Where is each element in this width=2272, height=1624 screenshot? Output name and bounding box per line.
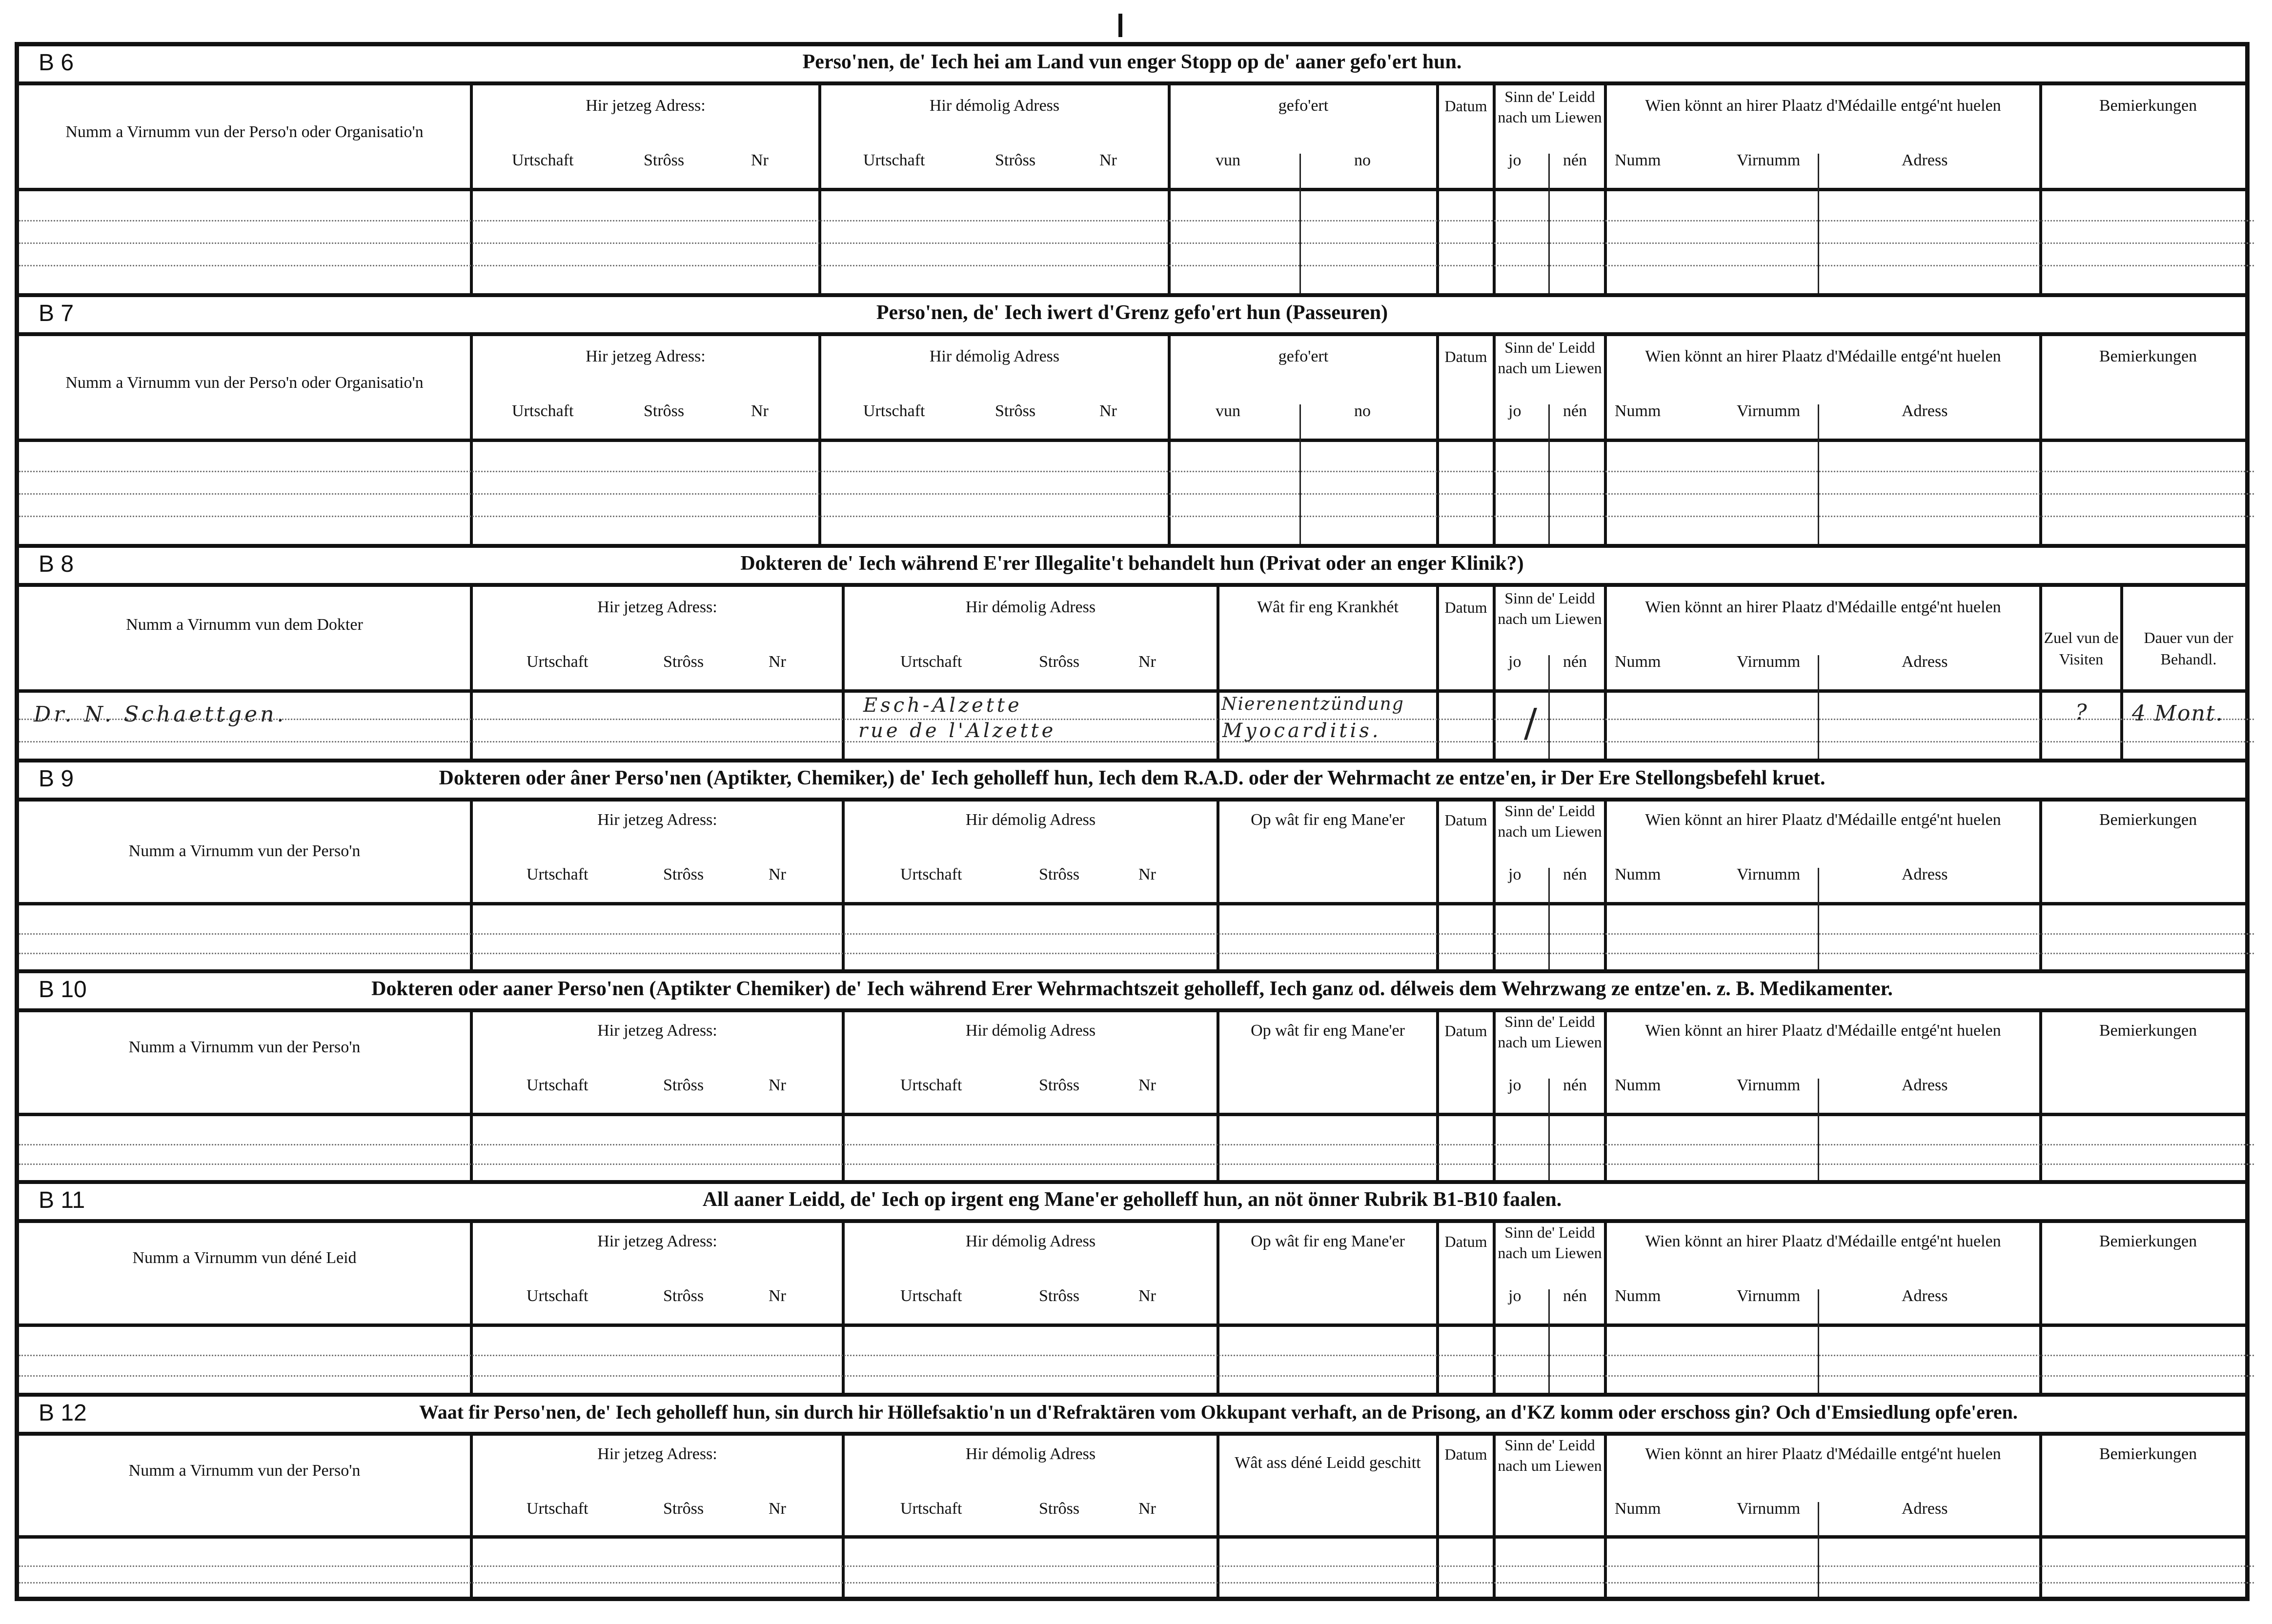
divider [19,759,2245,762]
col-number: Nr [769,1500,786,1518]
col-firstname: Virnumm [1737,151,1801,169]
col-address: Adress [1902,402,1948,420]
col-street: Strôss [644,151,685,169]
col-surname: Numm [1615,1500,1661,1518]
divider [2039,587,2042,762]
col-locality: Urtschaft [900,1500,962,1518]
col-address: Adress [1902,653,1948,671]
col-street: Strôss [663,1500,704,1518]
col-date: Datum [1444,811,1487,829]
col-current-address: Hir jetzeg Adress: [597,1022,717,1040]
entry-line [19,1565,2254,1567]
divider [19,1323,2245,1327]
entry-line [19,741,2254,742]
divider [19,81,2245,85]
section-header [19,762,2245,798]
col-date: Datum [1444,1233,1487,1250]
divider [19,544,2245,548]
handwritten-alive-mark: / [1524,700,1540,745]
section-title: Dokteren oder âner Perso'nen (Aptikter, Chemiker,) de' Iech geholleff hun, Iech dem R.A.D. oder der Wehrmacht ze entze'en, ir Der Ere Stellongsbefehl kruet. [439,767,1826,789]
col-yes: jo [1508,1076,1521,1094]
section-title: Dokteren de' Iech während E'rer Illegalite't behandelt hun (Privat oder an enger Klinik?) [740,552,1524,575]
col-street: Strôss [663,1287,704,1305]
divider [19,188,2245,191]
col-date: Datum [1444,348,1487,365]
col-medal: Wien könnt an hirer Plaatz d'Médaille entgé'nt huelen [1645,1022,2001,1040]
col-remarks: Bemierkungen [2099,1445,2197,1463]
divider [19,1180,2245,1184]
col-remarks: Bemierkungen [2099,1022,2197,1040]
col-number: Nr [1138,1076,1156,1094]
col-transported: gefo'ert [1278,347,1329,365]
col-medal: Wien könnt an hirer Plaatz d'Médaille entgé'nt huelen [1645,97,2001,115]
divider [19,689,2245,693]
col-visits: Zuel vun de Visiten [2044,629,2119,668]
col-firstname: Virnumm [1737,653,1801,671]
col-former-address: Hir démolig Adress [929,97,1060,115]
divider [1299,154,1301,297]
col-surname: Numm [1615,1287,1661,1305]
col-former-address: Hir démolig Adress [965,1445,1096,1463]
col-alive: Sinn de' Leidd nach um Liewen [1498,88,1602,126]
col-surname: Numm [1615,402,1661,420]
entry-line [19,1144,2254,1145]
section-header [19,297,2245,332]
col-firstname: Virnumm [1737,1500,1801,1518]
col-duration: Dauer vun der Behandl. [2144,629,2233,668]
col-no: nén [1563,865,1587,883]
divider [1818,404,1819,548]
page-tick-mark [1118,14,1122,37]
col-locality: Urtschaft [527,653,588,671]
section-b8 [19,548,2245,762]
section-title: Dokteren oder aaner Perso'nen (Aptikter Chemiker) de' Iech während Erer Wehrmachtszeit geholleff, Iech ganz od. délweis dem Wehrzwang ze entze'en. z. B. Medikamenter. [371,978,1893,1000]
col-name-header: Numm a Virnumm vun der Perso'n [128,1038,361,1056]
divider [19,1535,2245,1539]
divider [1818,1079,1819,1184]
col-street: Strôss [1039,1287,1080,1305]
section-code: B 10 [39,977,87,1002]
col-remarks: Bemierkungen [2099,347,2197,365]
col-former-address: Hir démolig Adress [965,598,1096,616]
col-name-header: Numm a Virnumm vun déné Leid [132,1249,357,1267]
col-alive: Sinn de' Leidd nach um Liewen [1498,1436,1602,1474]
col-street: Strôss [1039,1500,1080,1518]
handwritten-illness-2: Myocarditis. [1222,720,1381,742]
col-street: Strôss [1039,653,1080,671]
col-number: Nr [751,402,769,420]
divider [1548,1289,1550,1397]
entry-line [19,493,2254,495]
handwritten-doctor-name: Dr. N. Schaettgen. [34,702,287,727]
divider [19,798,2245,802]
col-number: Nr [1099,151,1117,169]
col-to: no [1354,151,1371,169]
col-locality: Urtschaft [527,1076,588,1094]
col-manner: Op wât fir eng Mane'er [1251,1022,1405,1040]
entry-line [19,265,2254,266]
col-number: Nr [751,151,769,169]
col-alive: Sinn de' Leidd nach um Liewen [1498,589,1602,627]
divider [1818,154,1819,297]
entry-line [19,953,2254,954]
col-name-header: Numm a Virnumm vun der Perso'n oder Organisatio'n [65,374,424,392]
col-name-header: Numm a Virnumm vun der Perso'n oder Organisatio'n [65,123,424,141]
divider [19,1432,2245,1436]
divider [1818,868,1819,973]
col-street: Strôss [644,402,685,420]
entry-line [19,933,2254,935]
col-street: Strôss [663,1076,704,1094]
entry-line [19,1582,2254,1584]
col-date: Datum [1444,1445,1487,1463]
divider [1217,1436,1219,1597]
section-b6 [19,46,2245,297]
col-medal: Wien könnt an hirer Plaatz d'Médaille entgé'nt huelen [1645,1445,2001,1463]
col-locality: Urtschaft [512,151,574,169]
col-medal: Wien könnt an hirer Plaatz d'Médaille entgé'nt huelen [1645,811,2001,829]
section-header [19,46,2245,81]
col-address: Adress [1902,1500,1948,1518]
col-number: Nr [769,865,786,883]
section-code: B 8 [39,551,74,577]
entry-line [19,1163,2254,1165]
section-b11 [19,1184,2245,1397]
col-locality: Urtschaft [900,865,962,883]
divider [2120,587,2123,762]
col-current-address: Hir jetzeg Adress: [597,1232,717,1250]
col-current-address: Hir jetzeg Adress: [597,1445,717,1463]
col-no: nén [1563,402,1587,420]
col-locality: Urtschaft [527,1287,588,1305]
divider [1548,154,1550,297]
divider [1299,404,1301,548]
col-address: Adress [1902,865,1948,883]
col-surname: Numm [1615,1076,1661,1094]
col-current-address: Hir jetzeg Adress: [586,347,706,365]
handwritten-former-street: rue de l'Alzette [858,720,1056,742]
col-former-address: Hir démolig Adress [965,1232,1096,1250]
col-yes: jo [1508,653,1521,671]
col-current-address: Hir jetzeg Adress: [597,598,717,616]
col-date: Datum [1444,1022,1487,1040]
col-illness: Wât fir eng Krankhét [1257,598,1399,616]
section-header [19,1397,2245,1432]
section-code: B 7 [39,301,74,326]
handwritten-duration: 4 Mont. [2132,701,2224,726]
entry-line [19,516,2254,517]
col-name-header: Numm a Virnumm vun der Perso'n [128,842,361,860]
section-code: B 12 [39,1400,87,1426]
col-number: Nr [769,653,786,671]
divider [19,439,2245,442]
col-number: Nr [769,1287,786,1305]
col-no: nén [1563,653,1587,671]
col-no: nén [1563,1287,1587,1305]
divider [19,293,2245,297]
col-yes: jo [1508,1287,1521,1305]
col-firstname: Virnumm [1737,865,1801,883]
entry-line [19,471,2254,472]
col-former-address: Hir démolig Adress [965,1022,1096,1040]
divider [19,1113,2245,1116]
col-no: nén [1563,1076,1587,1094]
col-alive: Sinn de' Leidd nach um Liewen [1498,1013,1602,1051]
col-street: Strôss [663,653,704,671]
col-surname: Numm [1615,653,1661,671]
section-code: B 6 [39,50,74,76]
col-yes: jo [1508,865,1521,883]
col-no: nén [1563,151,1587,169]
section-b9 [19,762,2245,973]
col-locality: Urtschaft [900,653,962,671]
col-transported: gefo'ert [1278,97,1329,115]
section-header [19,548,2245,583]
divider [19,583,2245,587]
col-to: no [1354,402,1371,420]
col-surname: Numm [1615,151,1661,169]
section-b10 [19,973,2245,1184]
divider [19,1008,2245,1012]
entry-line [19,719,2254,720]
col-number: Nr [1138,865,1156,883]
entry-line [19,1355,2254,1356]
col-alive: Sinn de' Leidd nach um Liewen [1498,339,1602,377]
col-firstname: Virnumm [1737,1076,1801,1094]
col-date: Datum [1444,599,1487,616]
col-surname: Numm [1615,865,1661,883]
col-street: Strôss [995,402,1036,420]
col-firstname: Virnumm [1737,1287,1801,1305]
col-former-address: Hir démolig Adress [929,347,1060,365]
col-locality: Urtschaft [900,1287,962,1305]
section-title: All aaner Leidd, de' Iech op irgent eng Mane'er geholleff hun, an nöt önner Rubrik B1-B10 faalen. [702,1188,1562,1211]
col-street: Strôss [1039,1076,1080,1094]
col-former-address: Hir démolig Adress [965,811,1096,829]
entry-line [19,1375,2254,1377]
col-number: Nr [1138,1287,1156,1305]
section-title: Waat fir Perso'nen, de' Iech geholleff hun, sin durch hir Höllefsaktio'n un d'Refraktären vom Okkupant verhaft, an de Prisong, an d'KZ komm oder erschoss gin? Och d'Emsiedlung opfe'eren. [419,1401,2018,1423]
col-number: Nr [1138,653,1156,671]
col-yes: jo [1508,151,1521,169]
col-medal: Wien könnt an hirer Plaatz d'Médaille entgé'nt huelen [1645,347,2001,365]
entry-line [19,220,2254,221]
section-title: Perso'nen, de' Iech iwert d'Grenz gefo'ert hun (Passeuren) [876,301,1388,324]
col-street: Strôss [1039,865,1080,883]
divider [1548,1079,1550,1184]
form-frame [15,42,2250,1601]
col-number: Nr [1099,402,1117,420]
col-manner: Op wât fir eng Mane'er [1251,811,1405,829]
col-number: Nr [769,1076,786,1094]
col-street: Strôss [663,865,704,883]
col-alive: Sinn de' Leidd nach um Liewen [1498,802,1602,840]
col-remarks: Bemierkungen [2099,97,2197,115]
divider [1818,655,1819,762]
section-code: B 9 [39,766,74,792]
col-number: Nr [1138,1500,1156,1518]
col-medal: Wien könnt an hirer Plaatz d'Médaille entgé'nt huelen [1645,598,2001,616]
section-b12 [19,1397,2245,1597]
col-what-happened: Wât ass déné Leidd geschitt [1235,1454,1421,1472]
col-yes: jo [1508,402,1521,420]
col-locality: Urtschaft [527,865,588,883]
handwritten-visits: ? [2075,700,2090,725]
col-locality: Urtschaft [512,402,574,420]
col-locality: Urtschaft [900,1076,962,1094]
divider [1548,868,1550,973]
col-firstname: Virnumm [1737,402,1801,420]
col-remarks: Bemierkungen [2099,811,2197,829]
divider [19,332,2245,336]
section-header [19,973,2245,1008]
col-street: Strôss [995,151,1036,169]
col-date: Datum [1444,97,1487,115]
section-title: Perso'nen, de' Iech hei am Land vun enger Stopp op de' aaner gefo'ert hun. [802,51,1462,73]
handwritten-former-city: Esch-Alzette [863,694,1022,717]
col-name-header: Numm a Virnumm vun dem Dokter [126,616,363,634]
col-name-header: Numm a Virnumm vun der Perso'n [128,1462,361,1480]
entry-line [19,242,2254,244]
col-address: Adress [1902,1287,1948,1305]
col-remarks: Bemierkungen [2099,1232,2197,1250]
section-code: B 11 [39,1187,85,1213]
col-locality: Urtschaft [863,402,925,420]
divider [19,1219,2245,1223]
col-alive: Sinn de' Leidd nach um Liewen [1498,1223,1602,1262]
col-address: Adress [1902,151,1948,169]
col-locality: Urtschaft [863,151,925,169]
handwritten-illness-1: Nierenentzündung [1221,694,1404,714]
divider [19,969,2245,973]
divider [19,902,2245,905]
section-b7 [19,297,2245,548]
divider [1818,1289,1819,1397]
col-manner: Op wât fir eng Mane'er [1251,1232,1405,1250]
col-current-address: Hir jetzeg Adress: [597,811,717,829]
col-locality: Urtschaft [527,1500,588,1518]
col-current-address: Hir jetzeg Adress: [586,97,706,115]
divider [1548,404,1550,548]
section-header [19,1184,2245,1219]
divider [19,1393,2245,1397]
col-address: Adress [1902,1076,1948,1094]
divider [1548,655,1550,762]
col-from: vun [1216,151,1240,169]
col-from: vun [1216,402,1240,420]
col-medal: Wien könnt an hirer Plaatz d'Médaille entgé'nt huelen [1645,1232,2001,1250]
